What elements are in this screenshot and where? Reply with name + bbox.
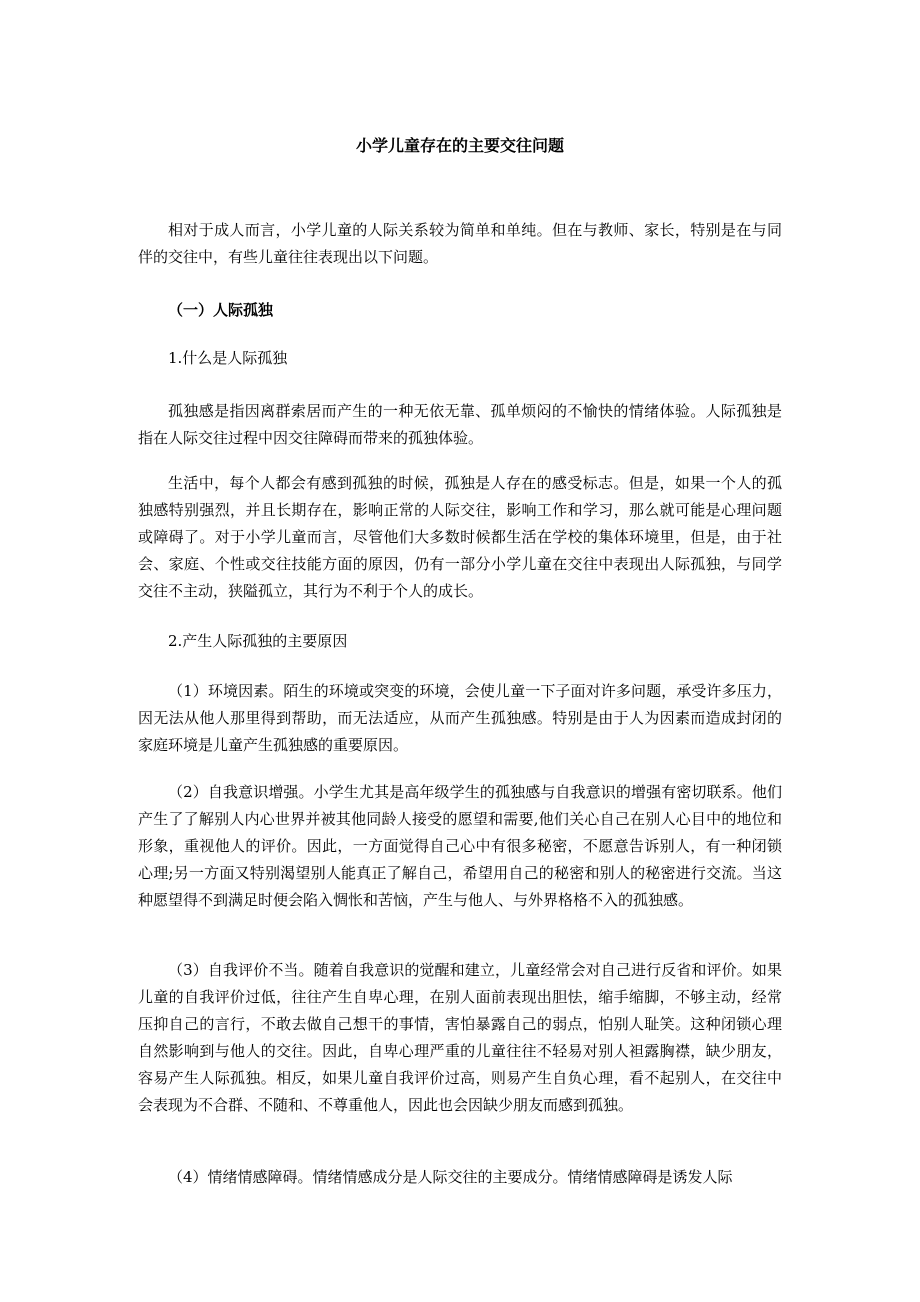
intro-paragraph: 相对于成人而言，小学儿童的人际关系较为简单和单纯。但在与教师、家长，特别是在与同伴的交往中，有些儿童往往表现出以下问题。 xyxy=(138,221,782,266)
subheading-main-causes: 2.产生人际孤独的主要原因 xyxy=(168,632,348,650)
cause-self-evaluation-paragraph: （3）自我评价不当。随着自我意识的觉醒和建立，儿童经常会对自己进行反省和评价。如果儿童的自我评价过低，往往产生自卑心理，在别人面前表现出胆怯，缩手缩脚，不够主动，经常压抑自己的言行，不敢去做自己想干的事情，害怕暴露自己的弱点，怕别人耻笑。这种闭锁心理自然影响到与他人的交往。因此，自卑心理严重的儿童往往不轻易对别人袒露胸襟，缺少朋友，容易产生人际孤独。相反，如果儿童自我评价过高，则易产生自负心理，看不起别人，在交往中会表现为不合群、不随和、不尊重他人，因此也会因缺少朋友而感到孤独。 xyxy=(138,961,782,1114)
loneliness-definition-paragraph: 孤独感是指因离群索居而产生的一种无依无靠、孤单烦闷的不愉快的情绪体验。人际孤独是指在人际交往过程中因交往障碍而带来的孤独体验。 xyxy=(138,402,782,447)
section-heading-interpersonal-loneliness: （一）人际孤独 xyxy=(168,301,274,319)
cause-environment-paragraph: （1）环境因素。陌生的环境或突变的环境，会使儿童一下子面对许多问题，承受许多压力，因无法从他人那里得到帮助，而无法适应，从而产生孤独感。特别是由于人为因素而造成封闭的家庭环境是儿童产生孤独感的重要原因。 xyxy=(138,682,782,754)
cause-self-awareness-paragraph: （2）自我意识增强。小学生尤其是高年级学生的孤独感与自我意识的增强有密切联系。他们产生了了解别人内心世界并被其他同龄人接受的愿望和需要,他们关心自己在别人心目中的地位和形象，重视他人的评价。因此，一方面觉得自己心中有很多秘密，不愿意告诉别人，有一种闭锁心理;另一方面又特别渴望别人能真正了解自己，希望用自己的秘密和别人的秘密进行交流。当这种愿望得不到满足时便会陷入惆怅和苦恼，产生与他人、与外界格格不入的孤独感。 xyxy=(138,783,782,909)
subheading-what-is-loneliness: 1.什么是人际孤独 xyxy=(168,349,288,367)
loneliness-life-paragraph: 生活中，每个人都会有感到孤独的时候，孤独是人存在的感受标志。但是，如果一个人的孤独感特别强烈，并且长期存在，影响正常的人际交往，影响工作和学习，那么就可能是心理问题或障碍了。对于小学儿童而言，尽管他们大多数时候都生活在学校的集体环境里，但是，由于社会、家庭、个性或交往技能方面的原因，仍有一部分小学儿童在交往中表现出人际孤独，与同学交往不主动，狭隘孤立，其行为不利于个人的成长。 xyxy=(138,474,782,600)
cause-emotion-paragraph: （4）情绪情感障碍。情绪情感成分是人际交往的主要成分。情绪情感障碍是诱发人际 xyxy=(168,1168,733,1186)
document-title: 小学儿童存在的主要交往问题 xyxy=(355,136,564,155)
